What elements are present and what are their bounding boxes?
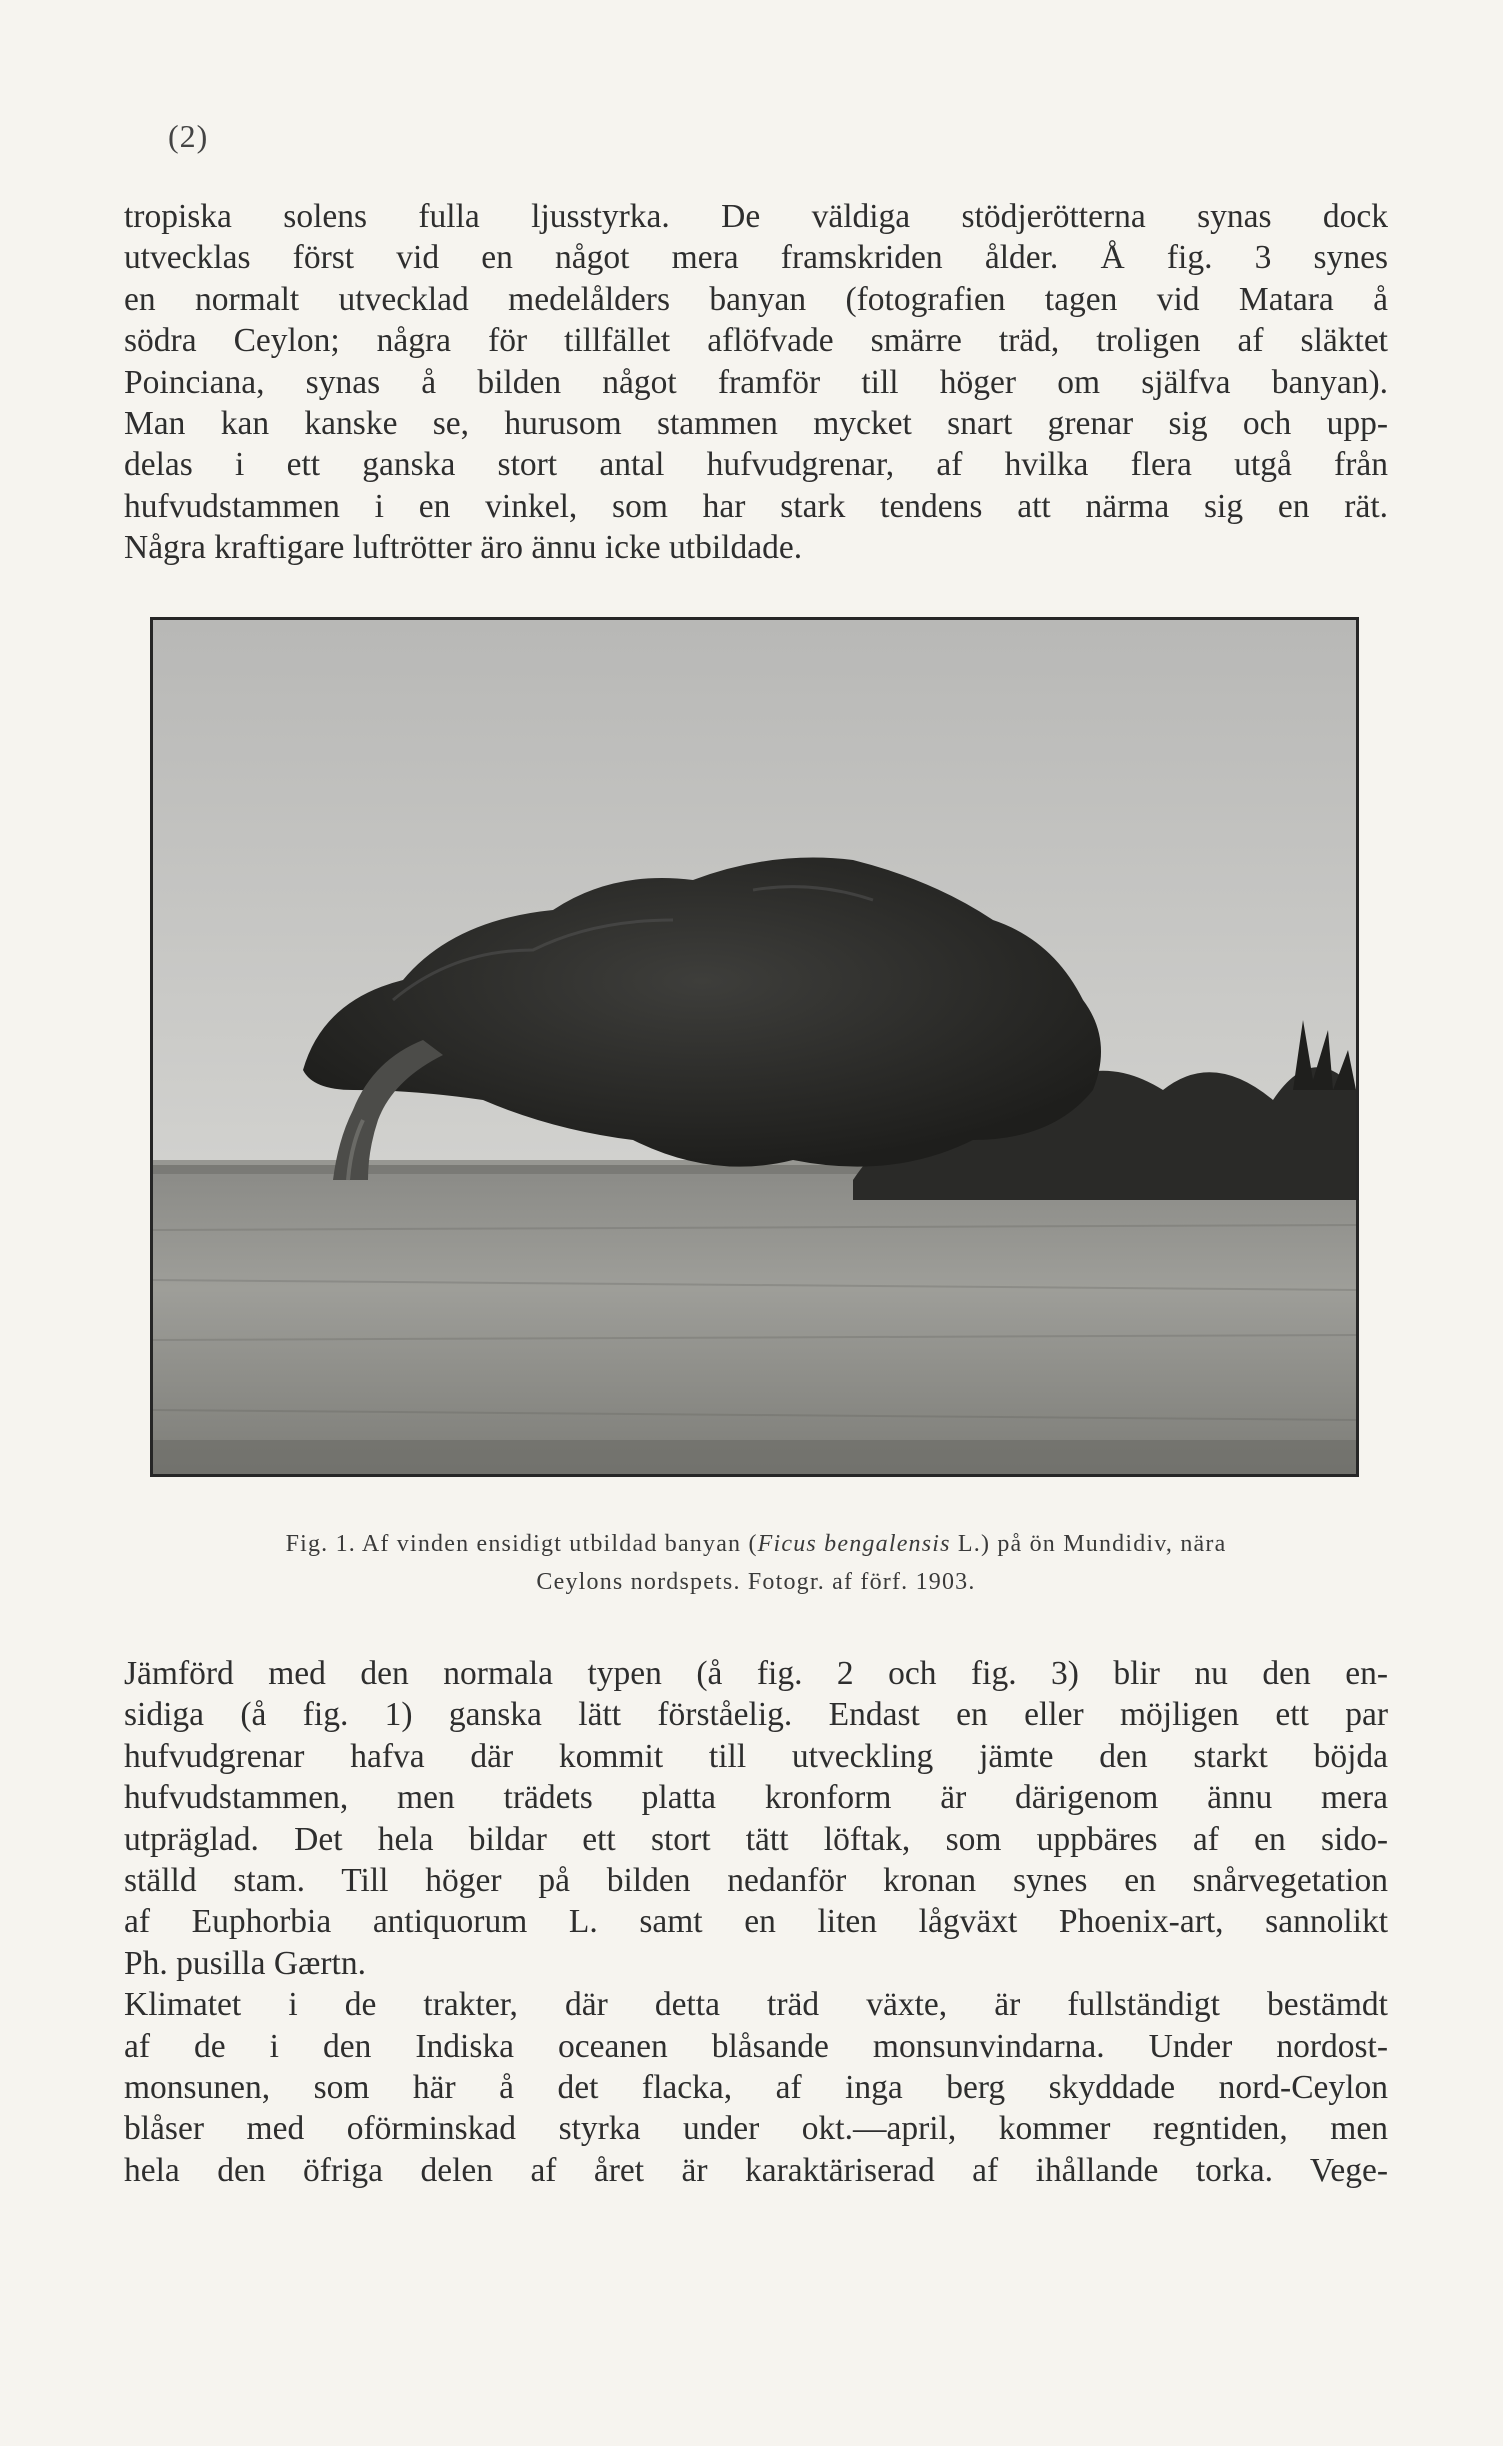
text-line: hufvudstammen i en vinkel, som har stark tendens att närma sig en rät. bbox=[124, 487, 1388, 525]
text-line: hela den öfriga delen af året är karaktäriserad af ihållande torka. Vege- bbox=[124, 2151, 1388, 2189]
text-line: monsunen, som här å det flacka, af inga berg skyddade nord-Ceylon bbox=[124, 2069, 1388, 2107]
text-line: utpräglad. Det hela bildar ett stort tätt löftak, som uppbäres af en sido- bbox=[124, 1820, 1388, 1858]
caption-line: Fig. 1. Af vinden ensidigt utbildad banyan (Ficus bengalensis L.) på ön Mundidiv, nära bbox=[285, 1531, 1227, 1557]
text-line: delas i ett ganska stort antal hufvudgrenar, af hvilka flera utgå från bbox=[124, 446, 1388, 484]
text-line: Klimatet i de trakter, där detta träd växte, är fullständigt bestämdt bbox=[124, 1986, 1388, 2024]
text-line: sidiga (å fig. 1) ganska lätt förståelig. Endast en eller möjligen ett par bbox=[124, 1696, 1388, 1734]
page-number: (2) bbox=[168, 118, 209, 154]
banyan-tree-photo bbox=[153, 620, 1356, 1474]
text-line: Några kraftigare luftrötter äro ännu icke utbildade. bbox=[124, 529, 803, 567]
text-line: hufvudgrenar hafva där kommit till utveckling jämte den starkt böjda bbox=[124, 1737, 1388, 1775]
text-line: Poinciana, synas å bilden något framför till höger om själfva banyan). bbox=[124, 363, 1388, 401]
text-line: blåser med oförminskad styrka under okt.—april, kommer regntiden, men bbox=[124, 2110, 1388, 2148]
text-line: Man kan kanske se, hurusom stammen mycket snart grenar sig och upp- bbox=[124, 405, 1388, 443]
text-line: af de i den Indiska oceanen blåsande monsunvindarna. Under nordost- bbox=[124, 2027, 1388, 2065]
caption-line: Ceylons nordspets. Fotogr. af förf. 1903. bbox=[536, 1569, 976, 1595]
text-line: Ph. pusilla Gærtn. bbox=[124, 1944, 366, 1982]
figure-photograph bbox=[150, 617, 1359, 1477]
paragraph-1 bbox=[124, 196, 1388, 569]
paragraph-2 bbox=[124, 1653, 1388, 2191]
text-line: södra Ceylon; några för tillfället aflöfvade smärre träd, troligen af släktet bbox=[124, 322, 1388, 360]
text-line: ställd stam. Till höger på bilden nedanför kronan synes en snårvegetation bbox=[124, 1862, 1388, 1900]
text-line: tropiska solens fulla ljusstyrka. De väldiga stödjerötterna synas dock bbox=[124, 198, 1388, 235]
text-line: utvecklas först vid en något mera framskriden ålder. Å fig. 3 synes bbox=[124, 239, 1388, 277]
text-line: af Euphorbia antiquorum L. samt en liten lågväxt Phoenix-art, sannolikt bbox=[124, 1903, 1388, 1941]
figure-caption bbox=[124, 1525, 1388, 1601]
text-line: Jämförd med den normala typen (å fig. 2 och fig. 3) blir nu den en- bbox=[124, 1655, 1388, 1692]
text-line: en normalt utvecklad medelålders banyan (fotografien tagen vid Matara å bbox=[124, 280, 1388, 318]
text-line: hufvudstammen, men trädets platta kronform är därigenom ännu mera bbox=[124, 1779, 1388, 1817]
